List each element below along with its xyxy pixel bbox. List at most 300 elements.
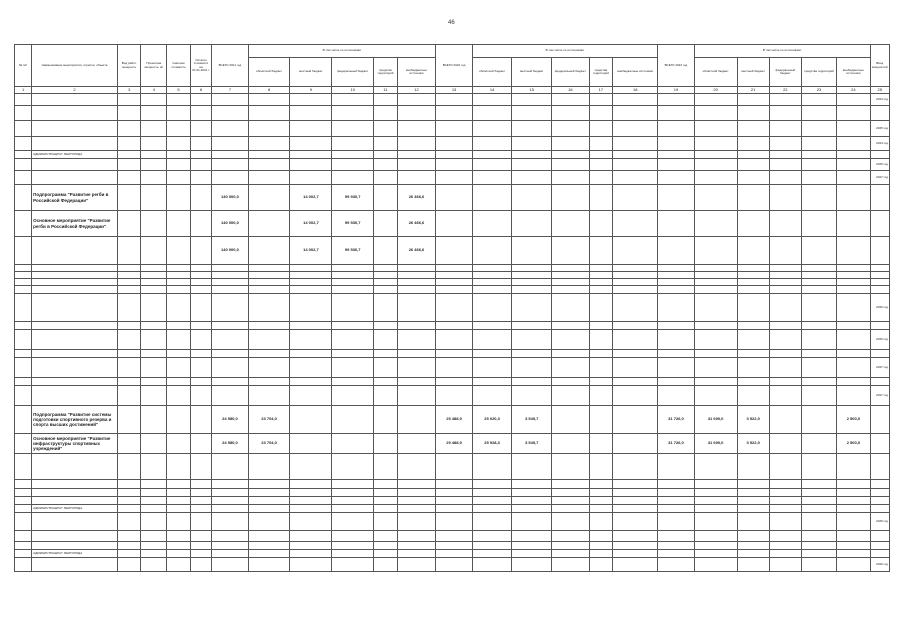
table-cell: [737, 378, 769, 386]
table-cell: [436, 513, 472, 531]
table-cell: [212, 550, 248, 558]
table-cell: [332, 137, 374, 151]
table-cell: [769, 151, 801, 159]
table-cell: [212, 378, 248, 386]
table-cell: [332, 434, 374, 454]
column-number: 6: [190, 87, 211, 94]
table-cell: [397, 286, 436, 294]
table-row: [15, 286, 890, 294]
table-cell: [117, 531, 141, 542]
table-cell: 23 704,0: [248, 434, 290, 454]
table-cell: [613, 350, 658, 358]
table-cell: [801, 185, 836, 211]
table-cell: [141, 121, 167, 137]
table-cell: [141, 106, 167, 121]
table-cell: [190, 294, 211, 322]
table-cell: [801, 137, 836, 151]
table-cell: [397, 322, 436, 330]
table-cell: [589, 185, 613, 211]
table-cell: [117, 505, 141, 513]
table-cell: [472, 322, 512, 330]
table-cell: [436, 531, 472, 542]
table-cell: [801, 542, 836, 550]
table-cell: [374, 171, 398, 185]
table-cell: [290, 330, 332, 350]
table-cell: [290, 542, 332, 550]
table-cell: [769, 294, 801, 322]
table-cell: [290, 279, 332, 286]
table-cell: [397, 151, 436, 159]
table-cell: [167, 531, 191, 542]
table-cell: [167, 386, 191, 406]
table-row: [15, 171, 890, 185]
table-cell: [167, 294, 191, 322]
table-cell: [737, 454, 769, 480]
table-cell: [141, 272, 167, 279]
table-cell: [613, 505, 658, 513]
table-cell: [167, 121, 191, 137]
table-cell: [801, 279, 836, 286]
table-cell: [117, 322, 141, 330]
table-cell: [374, 454, 398, 480]
table-cell: 2024 год: [870, 137, 889, 151]
table-cell: [837, 294, 870, 322]
table-cell: [167, 358, 191, 378]
table-cell: [397, 159, 436, 171]
row-title: [32, 265, 118, 272]
table-cell: [589, 94, 613, 106]
table-cell: 2025 год: [870, 159, 889, 171]
table-cell: [248, 531, 290, 542]
table-cell: [512, 286, 552, 294]
table-cell: [141, 350, 167, 358]
table-row: [15, 272, 890, 279]
row-title: [32, 454, 118, 480]
table-cell: [613, 294, 658, 322]
table-cell: [837, 185, 870, 211]
table-cell: 140 000,0: [212, 211, 248, 237]
table-cell: [190, 497, 211, 505]
table-cell: [472, 489, 512, 497]
table-row: [15, 350, 890, 358]
table-cell: [117, 151, 141, 159]
table-cell: [15, 159, 32, 171]
table-cell: [801, 106, 836, 121]
table-cell: [589, 542, 613, 550]
table-cell: [248, 322, 290, 330]
table-cell: 99 530,7: [332, 237, 374, 265]
table-cell: [436, 497, 472, 505]
table-cell: [512, 531, 552, 542]
table-cell: [290, 265, 332, 272]
table-cell: [15, 378, 32, 386]
table-cell: [117, 211, 141, 237]
table-cell: [397, 265, 436, 272]
table-cell: [212, 386, 248, 406]
table-cell: [552, 386, 590, 406]
table-cell: [374, 542, 398, 550]
table-cell: [769, 358, 801, 378]
table-cell: [290, 434, 332, 454]
table-cell: [117, 406, 141, 434]
row-title: [32, 531, 118, 542]
table-cell: [472, 159, 512, 171]
table-cell: [436, 550, 472, 558]
table-cell: [290, 121, 332, 137]
table-cell: [589, 294, 613, 322]
table-cell: [374, 330, 398, 350]
table-cell: [397, 480, 436, 489]
table-cell: [374, 378, 398, 386]
table-cell: [552, 350, 590, 358]
table-cell: [397, 497, 436, 505]
table-row: [15, 265, 890, 272]
table-cell: [658, 386, 694, 406]
table-cell: [374, 272, 398, 279]
table-cell: [694, 480, 737, 489]
col-header: ВСЕГО 2022 год: [436, 45, 472, 87]
table-cell: [769, 265, 801, 272]
table-cell: 2026 год: [870, 558, 889, 572]
table-cell: [801, 505, 836, 513]
table-cell: [332, 505, 374, 513]
table-cell: [801, 406, 836, 434]
table-cell: [15, 550, 32, 558]
table-row: [15, 358, 890, 378]
table-cell: [552, 330, 590, 350]
column-number: 18: [613, 87, 658, 94]
table-cell: 14 002,7: [290, 211, 332, 237]
table-cell: [694, 505, 737, 513]
table-cell: [212, 151, 248, 159]
table-cell: [737, 151, 769, 159]
table-cell: [552, 505, 590, 513]
table-cell: [190, 386, 211, 406]
table-cell: [472, 542, 512, 550]
table-cell: [658, 330, 694, 350]
table-cell: [15, 151, 32, 159]
table-cell: [801, 558, 836, 572]
table-cell: [737, 558, 769, 572]
table-cell: [117, 480, 141, 489]
column-number: 16: [552, 87, 590, 94]
table-cell: [737, 94, 769, 106]
table-cell: [613, 94, 658, 106]
table-cell: [190, 480, 211, 489]
table-cell: [552, 265, 590, 272]
table-cell: [472, 265, 512, 272]
table-cell: [15, 272, 32, 279]
table-cell: 140 000,0: [212, 185, 248, 211]
table-cell: [613, 171, 658, 185]
column-number: 2: [32, 87, 118, 94]
column-number: 3: [117, 87, 141, 94]
table-cell: 2027 год: [870, 358, 889, 378]
table-cell: [512, 350, 552, 358]
table-cell: [512, 330, 552, 350]
table-cell: [472, 480, 512, 489]
table-cell: [117, 350, 141, 358]
table-cell: [589, 137, 613, 151]
table-cell: [436, 480, 472, 489]
table-cell: [801, 350, 836, 358]
table-cell: [436, 542, 472, 550]
table-cell: [801, 286, 836, 294]
table-cell: [472, 286, 512, 294]
table-cell: [190, 513, 211, 531]
table-cell: [769, 94, 801, 106]
table-cell: [512, 151, 552, 159]
column-number: 15: [512, 87, 552, 94]
table-cell: [248, 505, 290, 513]
table-cell: 3 522,0: [737, 434, 769, 454]
table-cell: [117, 489, 141, 497]
table-cell: [613, 480, 658, 489]
table-row: [15, 294, 890, 322]
table-cell: [512, 121, 552, 137]
table-cell: [589, 272, 613, 279]
table-cell: [837, 378, 870, 386]
table-cell: [613, 211, 658, 237]
table-cell: [589, 265, 613, 272]
table-cell: [141, 489, 167, 497]
table-cell: [769, 531, 801, 542]
column-number: 21: [737, 87, 769, 94]
table-cell: [397, 358, 436, 378]
table-cell: [15, 358, 32, 378]
table-cell: [512, 513, 552, 531]
table-cell: [117, 265, 141, 272]
table-cell: [737, 322, 769, 330]
table-cell: [658, 106, 694, 121]
table-cell: 2 500,0: [837, 434, 870, 454]
table-cell: [248, 159, 290, 171]
table-cell: [512, 211, 552, 237]
table-cell: [436, 159, 472, 171]
table-cell: [167, 434, 191, 454]
table-cell: [870, 489, 889, 497]
table-cell: [769, 121, 801, 137]
table-cell: [658, 237, 694, 265]
table-cell: [397, 121, 436, 137]
table-cell: [870, 322, 889, 330]
table-cell: [694, 121, 737, 137]
table-cell: [290, 386, 332, 406]
table-cell: [658, 505, 694, 513]
table-cell: [141, 94, 167, 106]
table-cell: [801, 330, 836, 350]
table-cell: [837, 159, 870, 171]
table-cell: [552, 294, 590, 322]
table-cell: [512, 294, 552, 322]
page-number: 46: [448, 20, 455, 26]
table-cell: [694, 294, 737, 322]
row-title: [32, 279, 118, 286]
table-cell: [190, 272, 211, 279]
table-cell: [694, 171, 737, 185]
table-cell: [436, 121, 472, 137]
table-cell: [332, 265, 374, 272]
table-row: [15, 386, 890, 406]
column-number: 4: [141, 87, 167, 94]
table-cell: [552, 237, 590, 265]
column-number: 20: [694, 87, 737, 94]
table-cell: 99 930,7: [332, 185, 374, 211]
table-cell: [837, 386, 870, 406]
table-cell: [512, 378, 552, 386]
table-cell: [190, 286, 211, 294]
table-cell: [552, 272, 590, 279]
table-cell: [658, 272, 694, 279]
table-cell: [658, 137, 694, 151]
table-cell: [512, 480, 552, 489]
table-cell: [436, 358, 472, 378]
table-cell: [737, 121, 769, 137]
table-row: [15, 454, 890, 480]
table-cell: [436, 294, 472, 322]
table-cell: [212, 272, 248, 279]
table-cell: 24 580,0: [212, 406, 248, 434]
table-cell: [613, 542, 658, 550]
column-number: 1: [15, 87, 32, 94]
table-cell: [694, 330, 737, 350]
table-cell: [167, 211, 191, 237]
table-cell: [248, 286, 290, 294]
table-cell: [290, 406, 332, 434]
table-cell: [769, 489, 801, 497]
table-cell: [332, 294, 374, 322]
table-cell: [290, 497, 332, 505]
table-row: [15, 505, 890, 513]
table-row: [15, 497, 890, 505]
table-cell: 2027 год: [870, 171, 889, 185]
table-cell: [472, 279, 512, 286]
table-cell: [141, 279, 167, 286]
table-cell: [436, 94, 472, 106]
table-cell: [512, 322, 552, 330]
table-cell: [589, 497, 613, 505]
table-cell: [589, 211, 613, 237]
table-row: [15, 513, 890, 531]
table-cell: [117, 272, 141, 279]
table-cell: [589, 330, 613, 350]
table-cell: [167, 542, 191, 550]
table-cell: [117, 279, 141, 286]
table-cell: [15, 497, 32, 505]
table-cell: [117, 542, 141, 550]
table-cell: [552, 211, 590, 237]
col-header: местный бюджет: [512, 58, 552, 87]
table-cell: [769, 137, 801, 151]
table-cell: [694, 378, 737, 386]
table-cell: [613, 121, 658, 137]
table-cell: [737, 211, 769, 237]
table-cell: [190, 159, 211, 171]
table-cell: [769, 159, 801, 171]
table-cell: [613, 137, 658, 151]
col-header: областной бюджет: [694, 58, 737, 87]
table-cell: [374, 137, 398, 151]
table-cell: [248, 94, 290, 106]
table-cell: [167, 106, 191, 121]
table-cell: [117, 330, 141, 350]
table-cell: [589, 454, 613, 480]
table-cell: [374, 211, 398, 237]
table-cell: [769, 558, 801, 572]
table-cell: [472, 558, 512, 572]
table-cell: [837, 531, 870, 542]
table-cell: [332, 159, 374, 171]
col-header: федеральный бюджет: [552, 58, 590, 87]
col-header: внебюджетные источники: [397, 58, 436, 87]
table-cell: [512, 358, 552, 378]
table-cell: [248, 330, 290, 350]
table-cell: [658, 350, 694, 358]
table-row: [15, 279, 890, 286]
table-cell: [694, 159, 737, 171]
table-cell: [212, 106, 248, 121]
table-cell: [589, 406, 613, 434]
table-row: [15, 558, 890, 572]
table-cell: [248, 185, 290, 211]
table-cell: [512, 106, 552, 121]
table-cell: [248, 454, 290, 480]
row-title: [32, 322, 118, 330]
table-cell: [837, 497, 870, 505]
table-cell: [436, 137, 472, 151]
table-cell: [212, 542, 248, 550]
table-cell: [15, 322, 32, 330]
table-cell: [117, 378, 141, 386]
col-header: внебюджетные источники: [613, 58, 658, 87]
table-cell: [472, 294, 512, 322]
table-cell: [15, 279, 32, 286]
table-cell: [374, 185, 398, 211]
table-cell: [212, 94, 248, 106]
table-cell: [801, 171, 836, 185]
table-cell: [167, 272, 191, 279]
row-title: [32, 480, 118, 489]
table-cell: [248, 350, 290, 358]
table-cell: [190, 550, 211, 558]
table-cell: [870, 497, 889, 505]
table-cell: [737, 550, 769, 558]
table-cell: [769, 386, 801, 406]
table-cell: [658, 358, 694, 378]
table-cell: [248, 151, 290, 159]
table-cell: [694, 531, 737, 542]
table-cell: [167, 94, 191, 106]
table-cell: [15, 513, 32, 531]
table-cell: [374, 322, 398, 330]
table-cell: [512, 454, 552, 480]
table-cell: [15, 350, 32, 358]
table-cell: [472, 386, 512, 406]
table-cell: [141, 286, 167, 294]
table-cell: [141, 454, 167, 480]
table-cell: [212, 558, 248, 572]
row-title: [32, 497, 118, 505]
col-header: Наименование мероприятия, отрасли, объекта: [32, 45, 118, 87]
table-cell: 31 726,0: [658, 434, 694, 454]
table-cell: [552, 171, 590, 185]
table-cell: [332, 272, 374, 279]
table-cell: [397, 558, 436, 572]
row-title: [32, 358, 118, 378]
table-cell: [117, 94, 141, 106]
table-row: [15, 434, 890, 454]
table-cell: [737, 106, 769, 121]
